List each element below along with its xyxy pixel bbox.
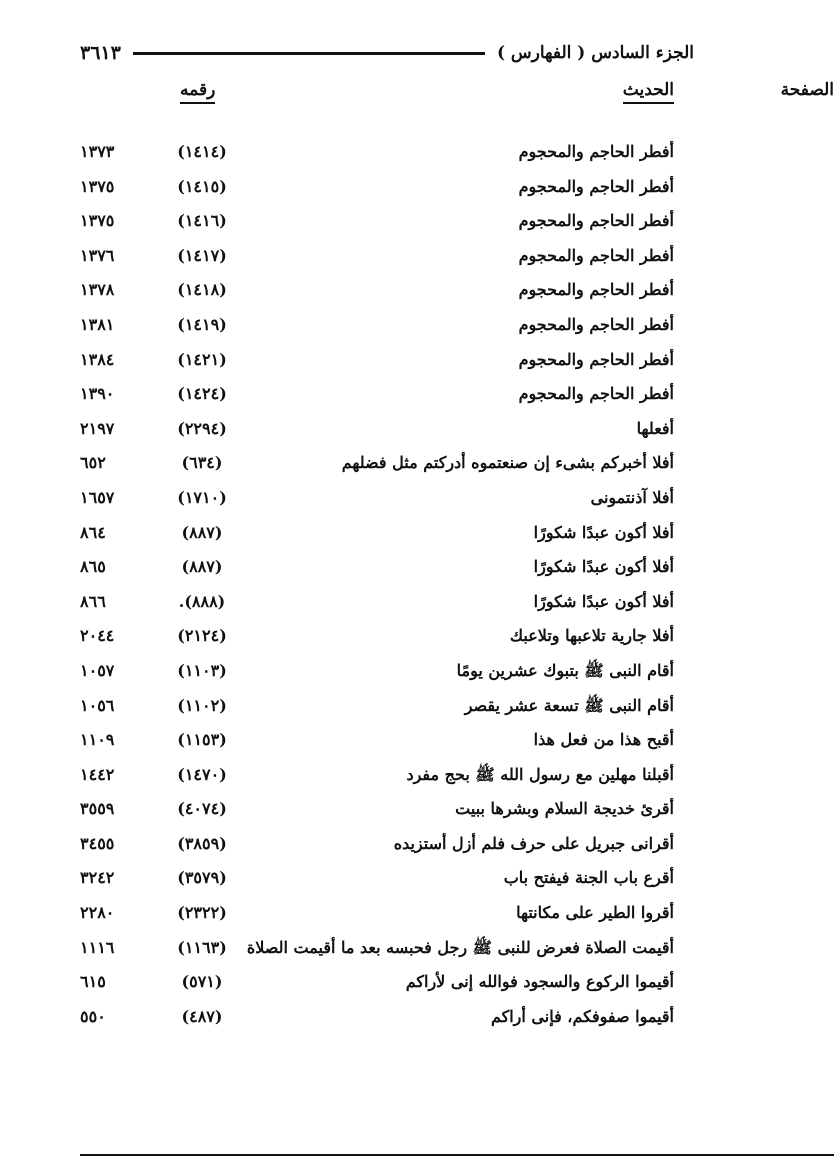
hadith-page: ٨٦٤ [80,522,106,542]
hadith-number: (٢٢٩٤) [177,418,227,438]
index-row [80,1003,674,1038]
hadith-number: (١١٠٢) [177,695,227,715]
hadith-number: (٤٨٧) [181,1006,223,1026]
column-header-page: الصفحة [80,80,834,1156]
index-row [80,346,674,381]
hadith-page: ٨٦٦ [80,591,106,611]
index-row [80,449,674,484]
hadith-text: أفطر الحاجم والمحجوم [518,142,674,161]
hadith-text: أقروا الطير على مكانتها [516,903,674,923]
index-row [80,553,674,588]
hadith-number: (١٤٧٠) [177,764,227,784]
hadith-number: (١١٥٣) [177,730,227,750]
hadith-number: (٥٧١) [181,972,223,992]
hadith-text: أقيمت الصلاة فعرض للنبى ﷺ رجل فحبسه بعد ما أقيمت الصلاة [246,937,674,957]
index-row [80,657,674,692]
hadith-text: أفلا آذنتمونى [590,487,674,507]
hadith-text: أقام النبى ﷺ تسعة عشر يقصر [464,695,674,715]
hadith-number: (١٤١٥) [177,176,227,196]
index-row [80,968,674,1003]
hadith-text: أفلا أكون عبدًا شكورًا [533,557,674,577]
hadith-number: (٨٨٧) [181,522,223,542]
header-rule [133,52,485,55]
hadith-text: أقرع باب الجنة فيفتح باب [503,868,674,888]
index-row [80,173,674,208]
index-row [80,588,674,623]
index-row [80,138,674,173]
hadith-text: أفلا أكون عبدًا شكورًا [533,522,674,542]
page-number: ٣٦١٣ [80,42,121,64]
hadith-number: (١٤١٤) [177,142,227,161]
hadith-number: (٨٨٨). [178,591,226,611]
index-row [80,415,674,450]
hadith-text: أفطر الحاجم والمحجوم [518,245,674,265]
hadith-number: (٨٨٧) [181,557,223,577]
hadith-number: (١٤٢٤) [177,384,227,404]
hadith-page: ١٠٥٦ [80,695,115,715]
index-row [80,622,674,657]
index-row [80,380,674,415]
hadith-number: (٢٣٢٢) [177,903,227,923]
running-header [80,38,694,68]
index-row [80,934,674,969]
hadith-page: ٥٥٠ [80,1006,106,1026]
hadith-page: ٦٥٢ [80,453,106,473]
hadith-page: ٦١٥ [80,972,106,992]
hadith-page: ١٦٥٧ [80,487,115,507]
hadith-number: (١٤١٦) [177,211,227,231]
index-row [80,311,674,346]
hadith-page: ١٣٧٥ [80,211,115,231]
hadith-number: (١٤١٧) [177,245,227,265]
hadith-number: (٢١٢٤) [177,626,227,646]
index-row [80,830,674,865]
hadith-number: (١١٠٣) [177,660,227,680]
hadith-page: ١٣٧٨ [80,280,115,300]
hadith-number: (١٤١٨) [177,280,227,300]
hadith-text: أفلا أخبركم بشىء إن صنعتموه أدركتم مثل فضلهم [341,453,674,473]
hadith-page: ١١٠٩ [80,730,115,750]
index-row [80,795,674,830]
hadith-text: أقام النبى ﷺ بتبوك عشرين يومًا [456,660,674,680]
hadith-page: ٢٢٨٠ [80,903,115,923]
hadith-page: ١١١٦ [80,937,115,957]
index-row [80,207,674,242]
column-header-hadith: الحديث [623,80,674,104]
hadith-page: ١٠٥٧ [80,660,115,680]
hadith-text: أفطر الحاجم والمحجوم [518,314,674,334]
hadith-number: (١٤١٩) [177,314,227,334]
hadith-number: (١٧١٠) [177,487,227,507]
hadith-text: أقرئ خديجة السلام وبشرها ببيت [455,799,674,819]
hadith-number: (١١٦٣) [177,937,227,957]
hadith-text: أفطر الحاجم والمحجوم [518,211,674,231]
index-row [80,899,674,934]
hadith-text: أقبح هذا من فعل هذا [533,730,674,750]
hadith-page: ١٣٧٦ [80,245,115,265]
column-header-number: رقمه [180,80,215,104]
index-row [80,242,674,277]
hadith-number: (٣٨٥٩) [177,833,227,853]
index-row [80,726,674,761]
hadith-page: ١٣٧٣ [80,142,115,161]
index-row [80,692,674,727]
hadith-number: (٤٠٧٤) [177,799,227,819]
hadith-text: أقيموا الركوع والسجود فوالله إنى لأراكم [405,972,674,992]
index-row [80,276,674,311]
hadith-page: ١٣٨٤ [80,349,115,369]
hadith-text: أفلا أكون عبدًا شكورًا [533,591,674,611]
hadith-page: ١٤٤٢ [80,764,115,784]
index-row [80,484,674,519]
hadith-text: أفعلها [636,418,674,438]
hadith-page: ٣٥٥٩ [80,799,115,819]
index-entries [80,138,674,1037]
hadith-page: ٣٤٥٥ [80,833,115,853]
index-row [80,864,674,899]
index-row [80,761,674,796]
hadith-page: ٨٦٥ [80,557,106,577]
running-header-title: الجزء السادس ( الفهارس ) [496,43,694,63]
hadith-text: أفطر الحاجم والمحجوم [518,349,674,369]
hadith-number: (٣٥٧٩) [177,868,227,888]
hadith-text: أفطر الحاجم والمحجوم [518,176,674,196]
hadith-number: (٦٣٤) [181,453,223,473]
hadith-text: أفطر الحاجم والمحجوم [518,280,674,300]
hadith-page: ١٣٨١ [80,314,115,334]
hadith-page: ١٣٧٥ [80,176,115,196]
column-headers [80,80,834,114]
hadith-number: (١٤٢١) [177,349,227,369]
hadith-page: ١٣٩٠ [80,384,115,404]
hadith-text: أفطر الحاجم والمحجوم [518,384,674,404]
hadith-text: أقبلنا مهلين مع رسول الله ﷺ بحج مفرد [406,764,674,784]
index-row [80,519,674,554]
hadith-text: أقرانى جبريل على حرف فلم أزل أستزيده [393,833,674,853]
hadith-page: ٣٢٤٢ [80,868,115,888]
hadith-page: ٢٠٤٤ [80,626,115,646]
hadith-text: أفلا جارية تلاعبها وتلاعبك [509,626,674,646]
hadith-text: أقيموا صفوفكم، فإنى أراكم [490,1006,674,1026]
hadith-page: ٢١٩٧ [80,418,115,438]
